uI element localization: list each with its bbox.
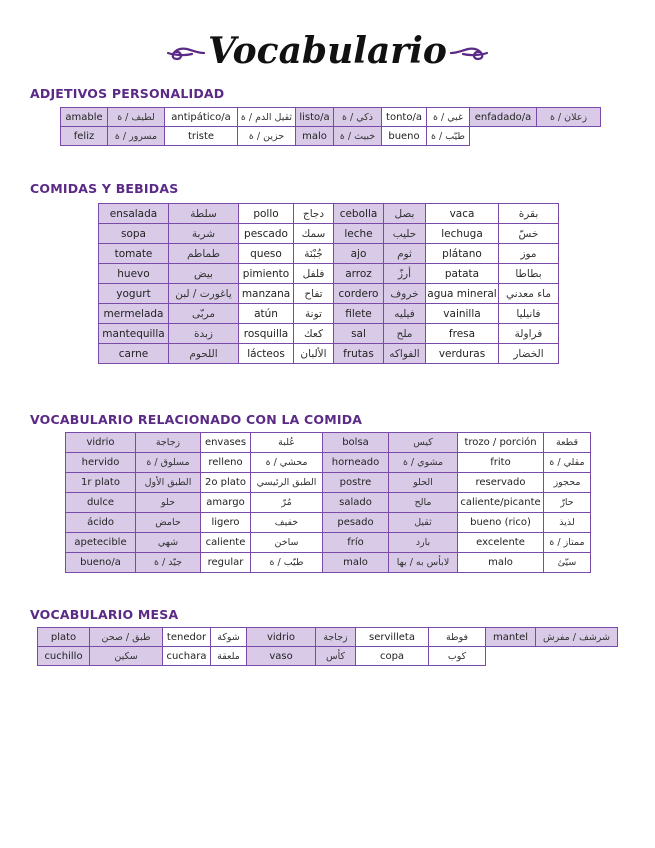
table-row	[66, 433, 591, 453]
spanish-word-cell: frío	[323, 533, 389, 553]
arabic-word-cell: فوطة	[429, 628, 486, 647]
arabic-word-cell: زجاجة	[136, 433, 201, 453]
table-row	[99, 284, 559, 304]
spanish-word-cell: malo	[458, 553, 544, 573]
arabic-word-cell: لطيف / ة	[108, 108, 165, 127]
spanish-word-cell: tomate	[99, 244, 169, 264]
arabic-word-cell: خبيث / ة	[334, 127, 382, 146]
arabic-word-cell: بارد	[389, 533, 458, 553]
arabic-word-cell: ياغورت / لبن	[169, 284, 239, 304]
arabic-word-cell: تفاح	[294, 284, 334, 304]
spanish-word-cell: cordero	[334, 284, 384, 304]
spanish-word-cell: antipático/a	[165, 108, 238, 127]
table-row	[66, 533, 591, 553]
arabic-word-cell: طيّب / ة	[251, 553, 323, 573]
spanish-word-cell: amargo	[201, 493, 251, 513]
section-heading-mesa: VOCABULARIO MESA	[30, 607, 179, 622]
spanish-word-cell: ligero	[201, 513, 251, 533]
spanish-word-cell: frutas	[334, 344, 384, 364]
arabic-word-cell: بيض	[169, 264, 239, 284]
table-row	[99, 244, 559, 264]
arabic-word-cell: الفواكه	[384, 344, 426, 364]
spanish-word-cell: fresa	[426, 324, 499, 344]
arabic-word-cell: ملعقة	[211, 647, 247, 666]
spanish-word-cell: reservado	[458, 473, 544, 493]
table-comidas	[98, 203, 559, 364]
swirl-right-icon	[449, 43, 491, 63]
arabic-word-cell: الحلو	[389, 473, 458, 493]
arabic-word-cell: ممتاز / ة	[544, 533, 591, 553]
spanish-word-cell: pollo	[239, 204, 294, 224]
table-row	[99, 324, 559, 344]
spanish-word-cell: 1r plato	[66, 473, 136, 493]
table-mesa	[37, 627, 618, 666]
spanish-word-cell: cebolla	[334, 204, 384, 224]
arabic-word-cell: ماء معدني	[499, 284, 559, 304]
arabic-word-cell: بصل	[384, 204, 426, 224]
spanish-word-cell: huevo	[99, 264, 169, 284]
arabic-word-cell: كيس	[389, 433, 458, 453]
table-row	[66, 493, 591, 513]
arabic-word-cell: سلطة	[169, 204, 239, 224]
spanish-word-cell: caliente/picante	[458, 493, 544, 513]
arabic-word-cell: جيّد / ة	[136, 553, 201, 573]
table-row	[99, 224, 559, 244]
spanish-word-cell: apetecible	[66, 533, 136, 553]
table-adjetivos	[60, 107, 601, 146]
spanish-word-cell: servilleta	[356, 628, 429, 647]
arabic-word-cell: ثقيل الدم / ة	[238, 108, 296, 127]
table-row	[66, 513, 591, 533]
spanish-word-cell: pimiento	[239, 264, 294, 284]
arabic-word-cell: ساخن	[251, 533, 323, 553]
spanish-word-cell: arroz	[334, 264, 384, 284]
arabic-word-cell: خروف	[384, 284, 426, 304]
table-relacionado	[65, 432, 591, 573]
arabic-word-cell: حزين / ة	[238, 127, 296, 146]
spanish-word-cell: listo/a	[296, 108, 334, 127]
spanish-word-cell: bueno/a	[66, 553, 136, 573]
arabic-word-cell: تونة	[294, 304, 334, 324]
arabic-word-cell: شوكة	[211, 628, 247, 647]
spanish-word-cell: leche	[334, 224, 384, 244]
spanish-word-cell: postre	[323, 473, 389, 493]
section-heading-relacionado: VOCABULARIO RELACIONADO CON LA COMIDA	[30, 412, 363, 427]
table-row	[99, 204, 559, 224]
spanish-word-cell: queso	[239, 244, 294, 264]
arabic-word-cell: شرشف / مفرش	[536, 628, 618, 647]
arabic-word-cell: طيّب / ة	[427, 127, 470, 146]
table-row	[61, 108, 601, 127]
arabic-word-cell: قطعة	[544, 433, 591, 453]
arabic-word-cell: شربة	[169, 224, 239, 244]
arabic-word-cell: غبي / ة	[427, 108, 470, 127]
arabic-word-cell: حامض	[136, 513, 201, 533]
arabic-word-cell: ثقيل	[389, 513, 458, 533]
arabic-word-cell: الطبق الأول	[136, 473, 201, 493]
arabic-word-cell: ملح	[384, 324, 426, 344]
spanish-word-cell: atún	[239, 304, 294, 324]
arabic-word-cell: ذكي / ة	[334, 108, 382, 127]
spanish-word-cell: bueno (rico)	[458, 513, 544, 533]
arabic-word-cell: فانيليا	[499, 304, 559, 324]
spanish-word-cell: vainilla	[426, 304, 499, 324]
spanish-word-cell: yogurt	[99, 284, 169, 304]
spanish-word-cell: filete	[334, 304, 384, 324]
spanish-word-cell: excelente	[458, 533, 544, 553]
spanish-word-cell: cuchara	[163, 647, 211, 666]
spanish-word-cell: mantel	[486, 628, 536, 647]
arabic-word-cell: زعلان / ة	[537, 108, 601, 127]
spanish-word-cell: plátano	[426, 244, 499, 264]
section-heading-adjetivos: ADJETIVOS PERSONALIDAD	[30, 86, 225, 101]
spanish-word-cell: cuchillo	[38, 647, 90, 666]
spanish-word-cell: vidrio	[247, 628, 316, 647]
spanish-word-cell: regular	[201, 553, 251, 573]
spanish-word-cell: feliz	[61, 127, 108, 146]
table-row	[38, 628, 618, 647]
arabic-word-cell: الألبان	[294, 344, 334, 364]
arabic-word-cell: موز	[499, 244, 559, 264]
spanish-word-cell: vidrio	[66, 433, 136, 453]
spanish-word-cell: salado	[323, 493, 389, 513]
spanish-word-cell: plato	[38, 628, 90, 647]
arabic-word-cell: بقرة	[499, 204, 559, 224]
section-heading-comidas: COMIDAS Y BEBIDAS	[30, 181, 179, 196]
arabic-word-cell: خسّ	[499, 224, 559, 244]
arabic-word-cell: خفيف	[251, 513, 323, 533]
arabic-word-cell: الخضار	[499, 344, 559, 364]
spanish-word-cell: verduras	[426, 344, 499, 364]
spanish-word-cell: copa	[356, 647, 429, 666]
table-row	[99, 344, 559, 364]
spanish-word-cell: carne	[99, 344, 169, 364]
arabic-word-cell: طماطم	[169, 244, 239, 264]
arabic-word-cell: مشوي / ة	[389, 453, 458, 473]
table-row	[99, 304, 559, 324]
arabic-word-cell: الطبق الرئيسي	[251, 473, 323, 493]
arabic-word-cell: عُلبة	[251, 433, 323, 453]
spanish-word-cell: pescado	[239, 224, 294, 244]
spanish-word-cell: triste	[165, 127, 238, 146]
arabic-word-cell: ثوم	[384, 244, 426, 264]
spanish-word-cell: ajo	[334, 244, 384, 264]
table-row	[66, 553, 591, 573]
spanish-word-cell: vaca	[426, 204, 499, 224]
spanish-word-cell: caliente	[201, 533, 251, 553]
arabic-word-cell: مسلوق / ة	[136, 453, 201, 473]
arabic-word-cell: زبدة	[169, 324, 239, 344]
arabic-word-cell: حليب	[384, 224, 426, 244]
arabic-word-cell: طبق / صحن	[90, 628, 163, 647]
spanish-word-cell: ensalada	[99, 204, 169, 224]
arabic-word-cell: اللحوم	[169, 344, 239, 364]
spanish-word-cell: malo	[296, 127, 334, 146]
arabic-word-cell: فلفل	[294, 264, 334, 284]
spanish-word-cell: dulce	[66, 493, 136, 513]
table-row	[66, 453, 591, 473]
arabic-word-cell: محجوز	[544, 473, 591, 493]
spanish-word-cell: envases	[201, 433, 251, 453]
spanish-word-cell: sal	[334, 324, 384, 344]
spanish-word-cell: malo	[323, 553, 389, 573]
spanish-word-cell: horneado	[323, 453, 389, 473]
arabic-word-cell: دجاج	[294, 204, 334, 224]
spanish-word-cell: frito	[458, 453, 544, 473]
arabic-word-cell: سكين	[90, 647, 163, 666]
spanish-word-cell: bolsa	[323, 433, 389, 453]
arabic-word-cell: لابأس به / بها	[389, 553, 458, 573]
table-row	[61, 127, 601, 146]
spanish-word-cell: 2o plato	[201, 473, 251, 493]
arabic-word-cell: مقلي / ة	[544, 453, 591, 473]
spanish-word-cell: patata	[426, 264, 499, 284]
spanish-word-cell: tonto/a	[382, 108, 427, 127]
swirl-left-icon	[164, 43, 206, 63]
arabic-word-cell: سيّئ	[544, 553, 591, 573]
spanish-word-cell: ácido	[66, 513, 136, 533]
arabic-word-cell: بطاطا	[499, 264, 559, 284]
table-relacionado-body	[66, 433, 591, 573]
arabic-word-cell: جُبْنَة	[294, 244, 334, 264]
table-adjetivos-body	[61, 108, 601, 146]
table-row	[66, 473, 591, 493]
arabic-word-cell: كوب	[429, 647, 486, 666]
page-title-text: Vocabulario	[208, 30, 447, 72]
spanish-word-cell: agua mineral	[426, 284, 499, 304]
page-title	[0, 30, 655, 72]
spanish-word-cell: pesado	[323, 513, 389, 533]
arabic-word-cell: شهي	[136, 533, 201, 553]
spanish-word-cell: enfadado/a	[470, 108, 537, 127]
spanish-word-cell: lechuga	[426, 224, 499, 244]
spanish-word-cell: mantequilla	[99, 324, 169, 344]
arabic-word-cell: مربّى	[169, 304, 239, 324]
spanish-word-cell: rosquilla	[239, 324, 294, 344]
spanish-word-cell: vaso	[247, 647, 316, 666]
spanish-word-cell: sopa	[99, 224, 169, 244]
spanish-word-cell: manzana	[239, 284, 294, 304]
arabic-word-cell: كعك	[294, 324, 334, 344]
table-row	[38, 647, 618, 666]
spanish-word-cell: tenedor	[163, 628, 211, 647]
spanish-word-cell: relleno	[201, 453, 251, 473]
arabic-word-cell: سمك	[294, 224, 334, 244]
arabic-word-cell: محشي / ة	[251, 453, 323, 473]
table-comidas-body	[99, 204, 559, 364]
arabic-word-cell: كأس	[316, 647, 356, 666]
arabic-word-cell: لذيذ	[544, 513, 591, 533]
spanish-word-cell: mermelada	[99, 304, 169, 324]
arabic-word-cell: مُرّ	[251, 493, 323, 513]
arabic-word-cell: زجاجة	[316, 628, 356, 647]
table-mesa-body	[38, 628, 618, 666]
arabic-word-cell: مالح	[389, 493, 458, 513]
arabic-word-cell: فراولة	[499, 324, 559, 344]
arabic-word-cell: أرزّ	[384, 264, 426, 284]
spanish-word-cell: bueno	[382, 127, 427, 146]
arabic-word-cell: فيليه	[384, 304, 426, 324]
spanish-word-cell: lácteos	[239, 344, 294, 364]
arabic-word-cell: مسرور / ة	[108, 127, 165, 146]
spanish-word-cell: amable	[61, 108, 108, 127]
arabic-word-cell: حلو	[136, 493, 201, 513]
spanish-word-cell: hervido	[66, 453, 136, 473]
table-row	[99, 264, 559, 284]
spanish-word-cell: trozo / porción	[458, 433, 544, 453]
arabic-word-cell: حارّ	[544, 493, 591, 513]
